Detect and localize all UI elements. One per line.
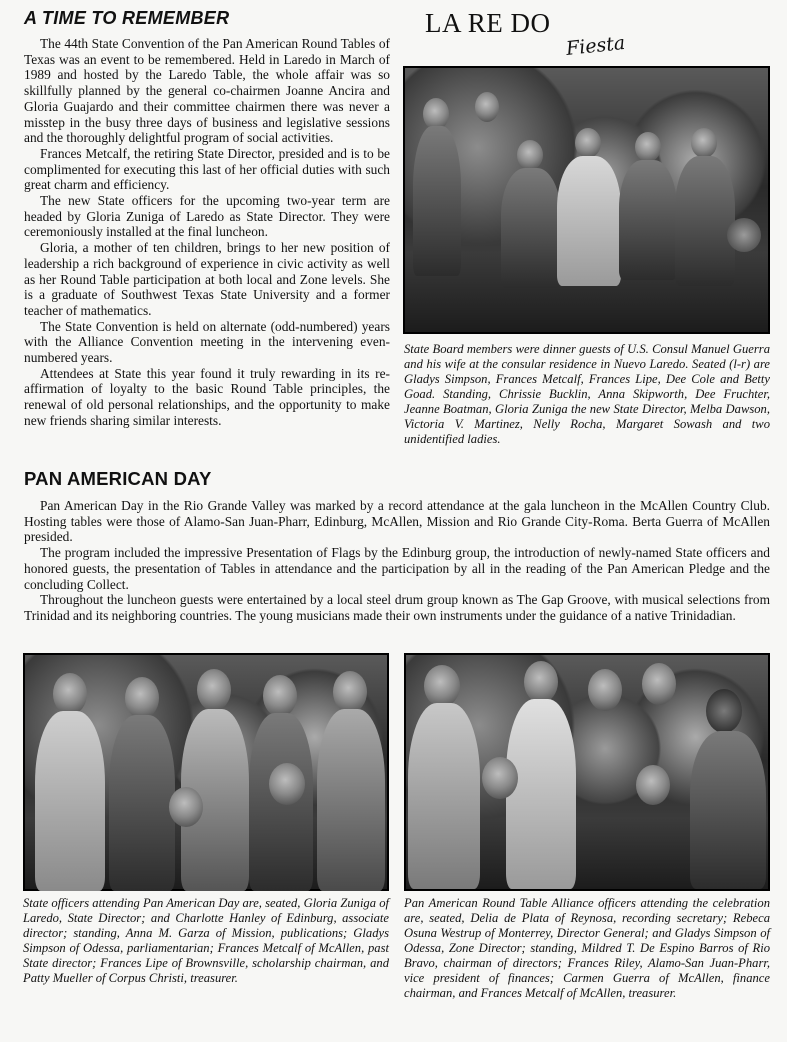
paragraph: The State Convention is held on alternate (odd-numbered) years with the Alliance Convention meeting in the intervening even-numbered years. (24, 318, 390, 366)
article-body-pan-american-day (24, 498, 770, 624)
group-photo-state-officers (23, 653, 389, 891)
paragraph: Frances Metcalf, the retiring State Director, presided and is to be complimented for executing this last of her official duties with such great charm and efficiency. (24, 145, 390, 193)
paragraph: The 44th State Convention of the Pan American Round Tables of Texas was an event to be remembered. Held in Laredo in March of 1989 and hosted by the Laredo Table, the whole affair was so skillfully planned by the general co-chairmen Joanne Ancira and Gloria Guajardo and their committee chairmen there was never a misstep in the busy three days of business and legislative sessions and the thoroughly delightful program of social activities. (24, 36, 390, 146)
group-photo-state-board (403, 66, 770, 334)
paragraph: The new State officers for the upcoming two-year term are headed by Gloria Zuniga of Laredo as State Director. They were ceremoniously installed at the final luncheon. (24, 193, 390, 240)
group-photo-alliance-officers (404, 653, 770, 891)
paragraph: Throughout the luncheon guests were entertained by a local steel drum group known as The Gap Groove, with musical selections from Trinidad and its neighboring countries. The young musicians made their own instruments under the guidance of a native Trinidadian. (24, 592, 770, 623)
photo-caption-state-board: State Board members were dinner guests of U.S. Consul Manuel Guerra and his wife at the consular residence in Nuevo Laredo. Seated (l-r) are Gladys Simpson, Frances Metcalf, Frances Lipe, Dee Cole and Betty Goad. Standing, Chrissie Bucklin, Anna Skipworth, Dee Fruchter, Jeanne Boatman, Gloria Zuniga the new State Director, Melba Dawson, Victoria V. Martinez, Nelly Rocha, Margaret Sowash and two unidentified ladies. (404, 342, 770, 446)
paragraph: The program included the impressive Presentation of Flags by the Edinburg group, the introduction of newly-named State officers and honored guests, the presentation of Tables in attendance and the participation by all in the reading of the Pan American Pledge and the concluding Collect. (24, 545, 770, 592)
article-title-a-time-to-remember: A TIME TO REMEMBER (24, 8, 230, 28)
paragraph: Pan American Day in the Rio Grande Valley was marked by a record attendance at the gala luncheon in the McAllen Country Club. Hosting tables were those of Alamo-San Juan-Pharr, Edinburg, McAllen, Mission and Rio Grande City-Roma. Berta Guerra of McAllen presided. (24, 498, 770, 545)
photo-caption-alliance-officers: Pan American Round Table Alliance officers attending the celebration are, seated, Delia de Plata of Reynosa, recording secretary; Rebeca Osuna Westrup of Monterrey, Director General; and Gladys Simpson of Odessa, Zone Director; standing, Mildred T. De Espino Barros of Rio Bravo, chairman of directors; Frances Riley, Alamo-San Juan-Pharr, vice president of finances; Carmen Guerra of McAllen, finance chairman, and Frances Metcalf of McAllen, treasurer. (404, 896, 770, 1000)
masthead-title: LA RE DO (425, 8, 551, 38)
paragraph: Gloria, a mother of ten children, brings to her new position of leadership a rich background of experience in civic activity as well as her Round Table participation at both local and Zone levels. She is a graduate of Southwest Texas State University and a former teacher of mathematics. (24, 240, 390, 318)
paragraph: Attendees at State this year found it truly rewarding in its re-affirmation of loyalty to the basic Round Table principles, the renewal of old personal relationships, and the opportunity to make new friends sharing similar interests. (24, 365, 390, 428)
article-body-a-time-to-remember (24, 36, 390, 429)
photo-caption-state-officers: State officers attending Pan American Day are, seated, Gloria Zuniga of Laredo, State Director; and Charlotte Hanley of Edinburg, associate director; standing, Anna M. Garza of Mission, publications; Gladys Simpson of Odessa, parliamentarian; Frances Metcalf of McAllen, past State director; Frances Lipe of Brownsville, scholarship chairman, and Patty Mueller of Corpus Christi, treasurer. (23, 896, 389, 985)
article-title-pan-american-day: PAN AMERICAN DAY (24, 468, 212, 489)
masthead-subtitle: Fiesta (565, 31, 627, 61)
